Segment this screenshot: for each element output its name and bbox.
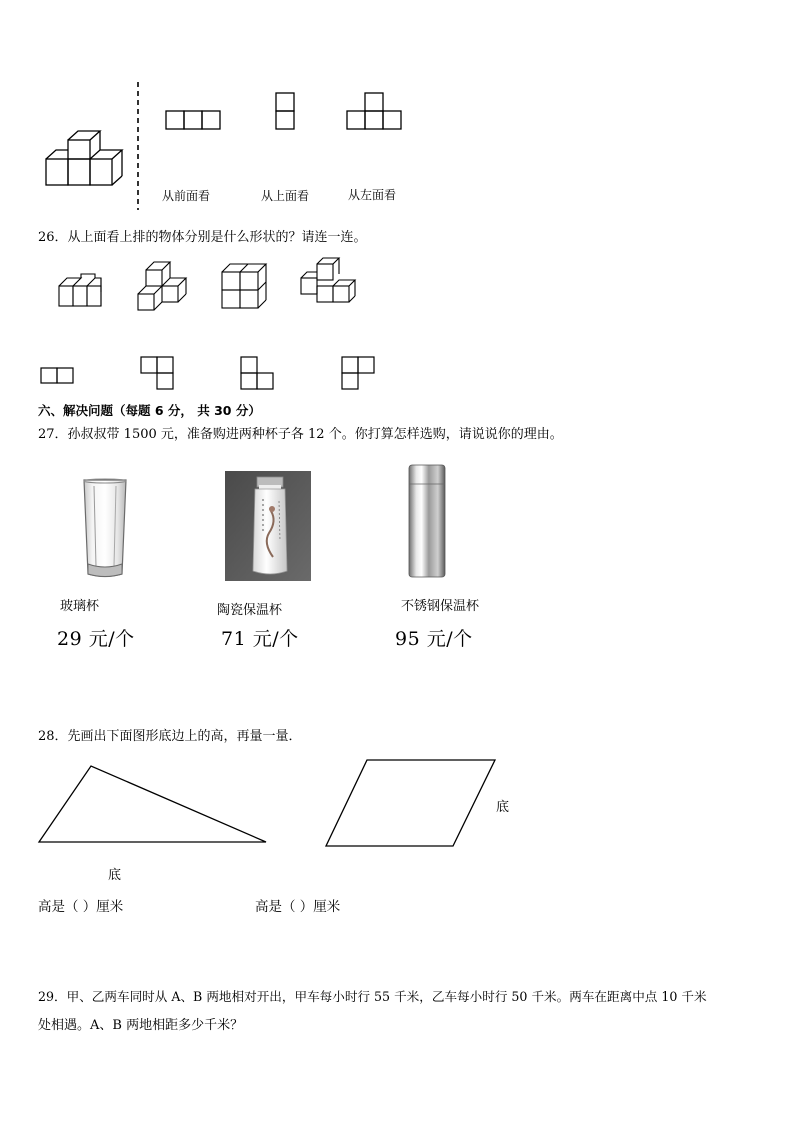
section-6-heading: 六、解决问题（每题 6 分， 共 30 分） (38, 403, 261, 418)
q25-front-view-label: 从前面看 (162, 189, 211, 203)
q25-cube-stack-figure (44, 128, 134, 198)
q28-triangle-base-label: 底 (108, 868, 122, 883)
q26-shape-d (341, 356, 377, 392)
q26-question: 26．从上面看上排的物体分别是什么形状的？请连一连。 (38, 230, 367, 245)
q25-front-view (165, 110, 221, 132)
stainless-thermos-price: 95 元/个 (395, 628, 473, 650)
q28-question: 28．先画出下面图形底边上的高，再量一量． (38, 729, 302, 744)
q25-left-view (346, 92, 404, 132)
ceramic-thermos-image (225, 471, 311, 581)
q28-triangle (37, 764, 269, 846)
q26-object-3 (220, 262, 268, 310)
q26-object-1 (57, 270, 107, 310)
q29-question-line-1: 29．甲、乙两车同时从 A、B 两地相对开出，甲车每小时行 55 千米，乙车每小时行 50 千米。两车在距离中点 10 千米 (38, 989, 707, 1004)
q26-object-2 (136, 260, 188, 312)
ceramic-thermos-price: 71 元/个 (221, 628, 299, 650)
q25-dashed-divider (136, 82, 140, 212)
q26-shape-b (140, 356, 176, 392)
q26-shape-a (40, 367, 76, 385)
q28-parallelogram (325, 758, 497, 848)
q28-answer-parallelogram: 高是（ ）厘米 (255, 899, 341, 915)
q26-shape-c (240, 356, 276, 392)
q27-question: 27．孙叔叔带 1500 元，准备购进两种杯子各 12 个。你打算怎样选购，请说说你的理由。 (38, 427, 563, 442)
q26-object-4 (299, 256, 355, 308)
q29-question-line-2: 处相遇。A、B 两地相距多少千米？ (38, 1018, 244, 1033)
glass-cup-image (82, 478, 128, 580)
q25-left-view-label: 从左面看 (348, 188, 397, 202)
q28-parallelogram-base-label: 底 (496, 800, 510, 815)
glass-cup-name: 玻璃杯 (60, 599, 100, 614)
q25-top-view-label: 从上面看 (261, 189, 310, 203)
glass-cup-price: 29 元/个 (57, 628, 135, 650)
stainless-thermos-name: 不锈钢保温杯 (401, 599, 480, 614)
q28-answer-triangle: 高是（ ）厘米 (38, 899, 124, 915)
q25-top-view (275, 92, 295, 132)
ceramic-thermos-name: 陶瓷保温杯 (217, 603, 283, 618)
stainless-thermos-image (407, 464, 447, 580)
